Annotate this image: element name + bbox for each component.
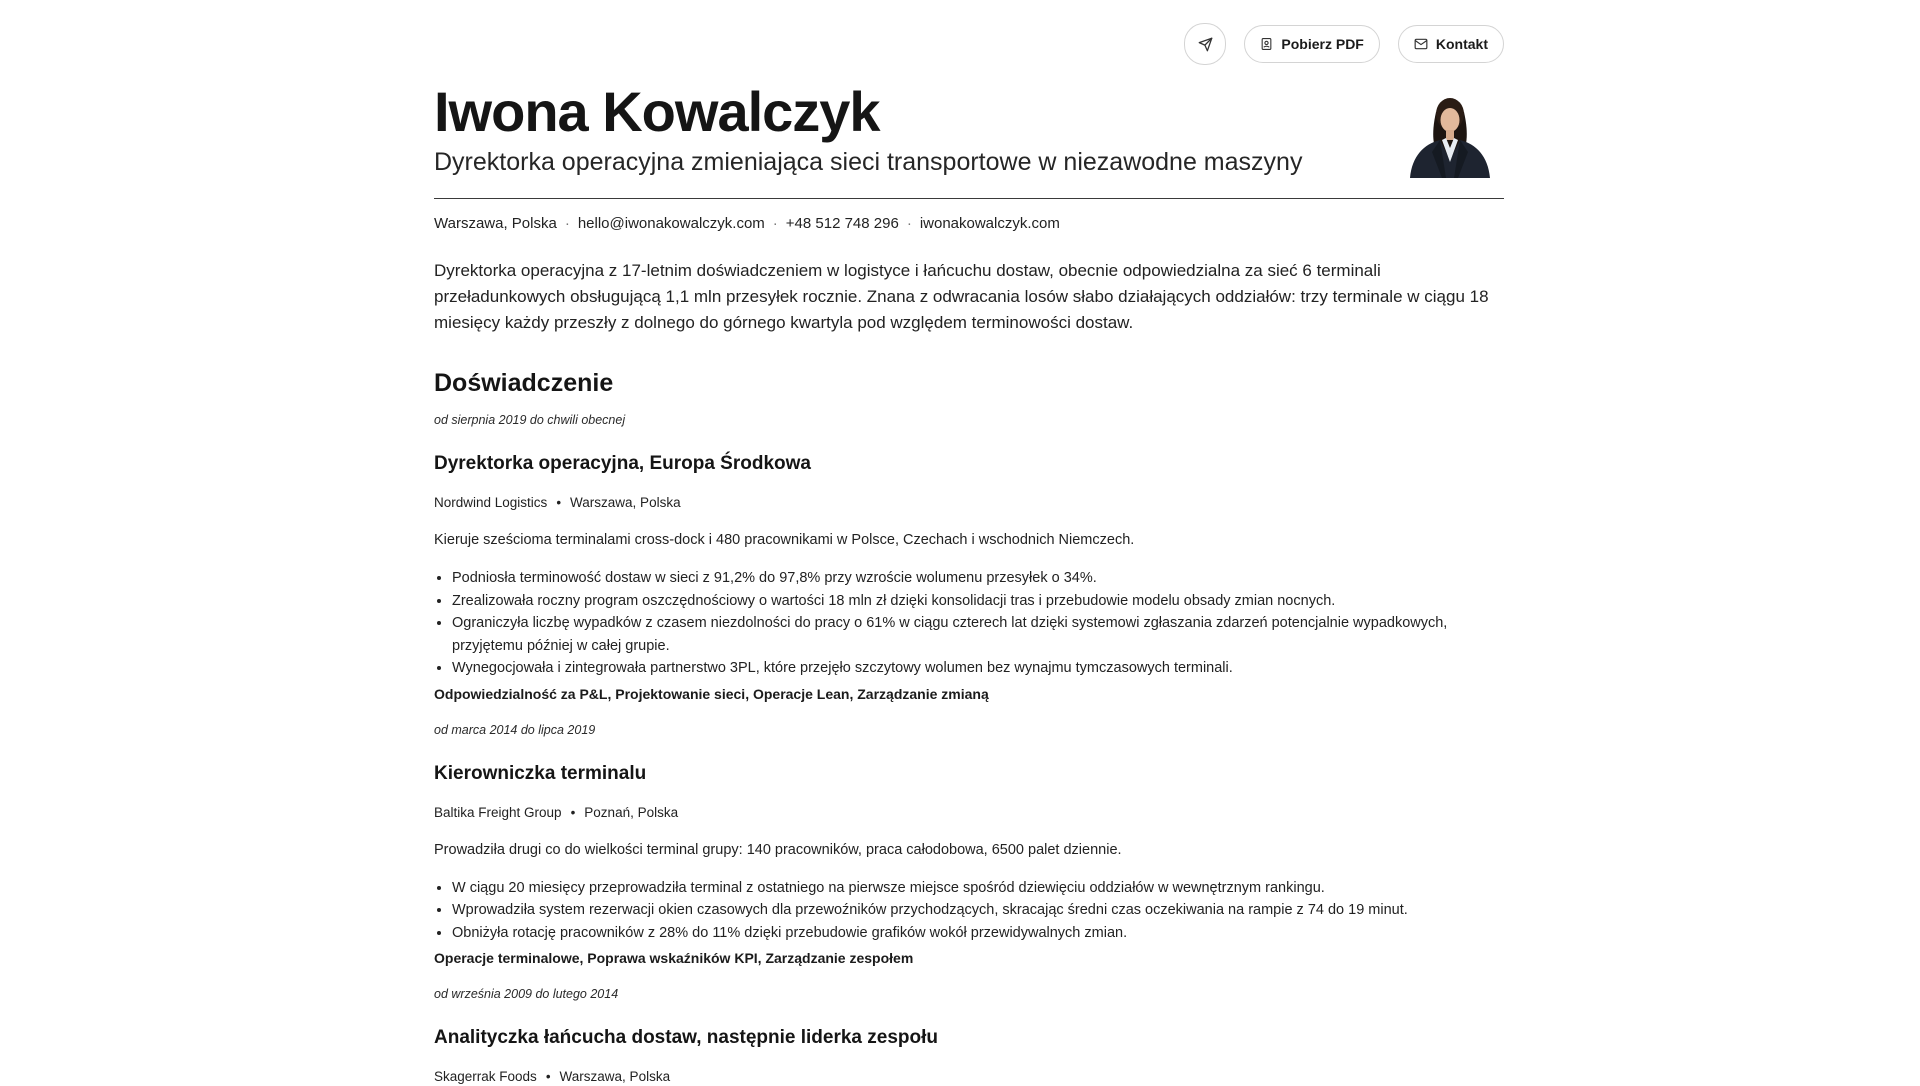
job-company: Nordwind Logistics (434, 495, 548, 510)
job-title: Analityczka łańcucha dostaw, następnie liderka zespołu (434, 1027, 939, 1048)
contact-label: Kontakt (1435, 36, 1488, 52)
person-tagline: Dyrektorka operacyjna zmieniająca sieci transportowe w niezawodne maszyny (434, 148, 1303, 176)
job-title: Kierowniczka terminalu (434, 762, 647, 784)
contact-separator: · (564, 215, 570, 232)
profile-photo (1402, 82, 1498, 178)
job-location: Warszawa, Polska (570, 495, 681, 510)
job-company: Skagerrak Foods (434, 1069, 537, 1084)
job-entry (434, 722, 1504, 969)
job-meta (434, 494, 1504, 512)
achievement-list (434, 877, 1504, 945)
meta-separator: • (570, 804, 576, 820)
job-skills: Odpowiedzialność za P&L, Projektowanie sieci, Operacje Lean, Zarządzanie zmianą (434, 685, 989, 702)
job-location: Warszawa, Polska (559, 1069, 671, 1084)
experience-heading: Doświadczenie (434, 369, 614, 397)
resume-header (434, 0, 1504, 199)
job-dates: od sierpnia 2019 do chwili obecnej (434, 413, 626, 427)
job-entry (434, 412, 1504, 704)
job-skills: Operacje terminalowe, Poprawa wskaźników KPI, Zarządzanie zespołem (434, 950, 914, 966)
job-description: Kieruje sześcioma terminalami cross-dock i 480 pracownikami w Polsce, Czechach i wschodnich Niemczech. (434, 532, 1135, 548)
download-pdf-label: Pobierz PDF (1281, 36, 1364, 52)
job-description: Prowadziła drugi co do wielkości terminal grupy: 140 pracowników, praca całodobowa, 6500 palet dziennie. (434, 841, 1122, 858)
achievement-item: • Wprowadziła system rezerwacji okien czasowych dla przewoźników przychodzących, skracając średni czas oczekiwania na rampie z 74 do 19 minut. (452, 899, 1504, 922)
contact-separator: · (772, 215, 778, 232)
meta-separator: • (556, 495, 562, 510)
job-company: Baltika Freight Group (434, 804, 562, 820)
contact-email-link[interactable]: hello@iwonakowalczyk.com (577, 215, 765, 232)
achievement-item: • Podniosła terminowość dostaw w sieci z 91,2% do 97,8% przy wzroście wolumenu przesyłek o 34%. (452, 567, 1504, 590)
contact-separator: · (906, 215, 912, 232)
job-location: Poznań, Polska (584, 804, 679, 820)
contact-line (434, 215, 1504, 232)
meta-separator: • (545, 1069, 551, 1084)
contact-website-link[interactable]: iwonakowalczyk.com (919, 215, 1060, 232)
job-entry (434, 986, 1504, 1086)
resume-page (434, 0, 1504, 1086)
job-meta (434, 804, 1504, 822)
achievement-item: • Obniżyła rotację pracowników z 28% do 11% dzięki przebudowie grafików wokół przewidywalnych zmian. (452, 922, 1504, 945)
achievement-list (434, 567, 1504, 680)
contact-location: Warszawa, Polska (434, 215, 557, 232)
job-meta (434, 1068, 1504, 1086)
achievement-item: • Zrealizowała roczny program oszczędnościowy o wartości 18 mln zł dzięki konsolidacji tras i przebudowie modelu obsady zmian nocnych. (452, 590, 1504, 613)
achievement-item: • Wynegocjowała i zintegrowała partnerstwo 3PL, które przejęło szczytowy wolumen bez wynajmu tymczasowych terminali. (452, 657, 1504, 680)
contact-phone-link[interactable]: +48 512 748 296 (785, 215, 899, 232)
achievement-item: • Ograniczyła liczbę wypadków z czasem niezdolności do pracy o 61% w ciągu czterech lat dzięki systemowi zgłaszania zdarzeń potencjalnie wypadkowych, przyjętemu później w całej grupie. (452, 612, 1504, 657)
professional-summary: Dyrektorka operacyjna z 17-letnim doświadczeniem w logistyce i łańcuchu dostaw, obecnie odpowiedzialna za sieć 6 terminali przeładunkowych obsługującą 1,1 mln przesyłek rocznie. Znana z odwracania losów słabo działających oddziałów: trzy terminale w ciągu 18 miesięcy każdy przeszły z dolnego do górnego kwartyla pod względem terminowości dostaw. (434, 261, 1489, 332)
job-dates: od września 2009 do lutego 2014 (434, 987, 619, 1001)
job-dates: od marca 2014 do lipca 2019 (434, 722, 596, 737)
job-title: Dyrektorka operacyjna, Europa Środkowa (434, 453, 811, 474)
achievement-item: • W ciągu 20 miesięcy przeprowadziła terminal z ostatniego na pierwsze miejsce spośród dziewięciu oddziałów w wewnętrznym rankingu. (452, 877, 1504, 900)
person-name: Iwona Kowalczyk (434, 80, 880, 143)
